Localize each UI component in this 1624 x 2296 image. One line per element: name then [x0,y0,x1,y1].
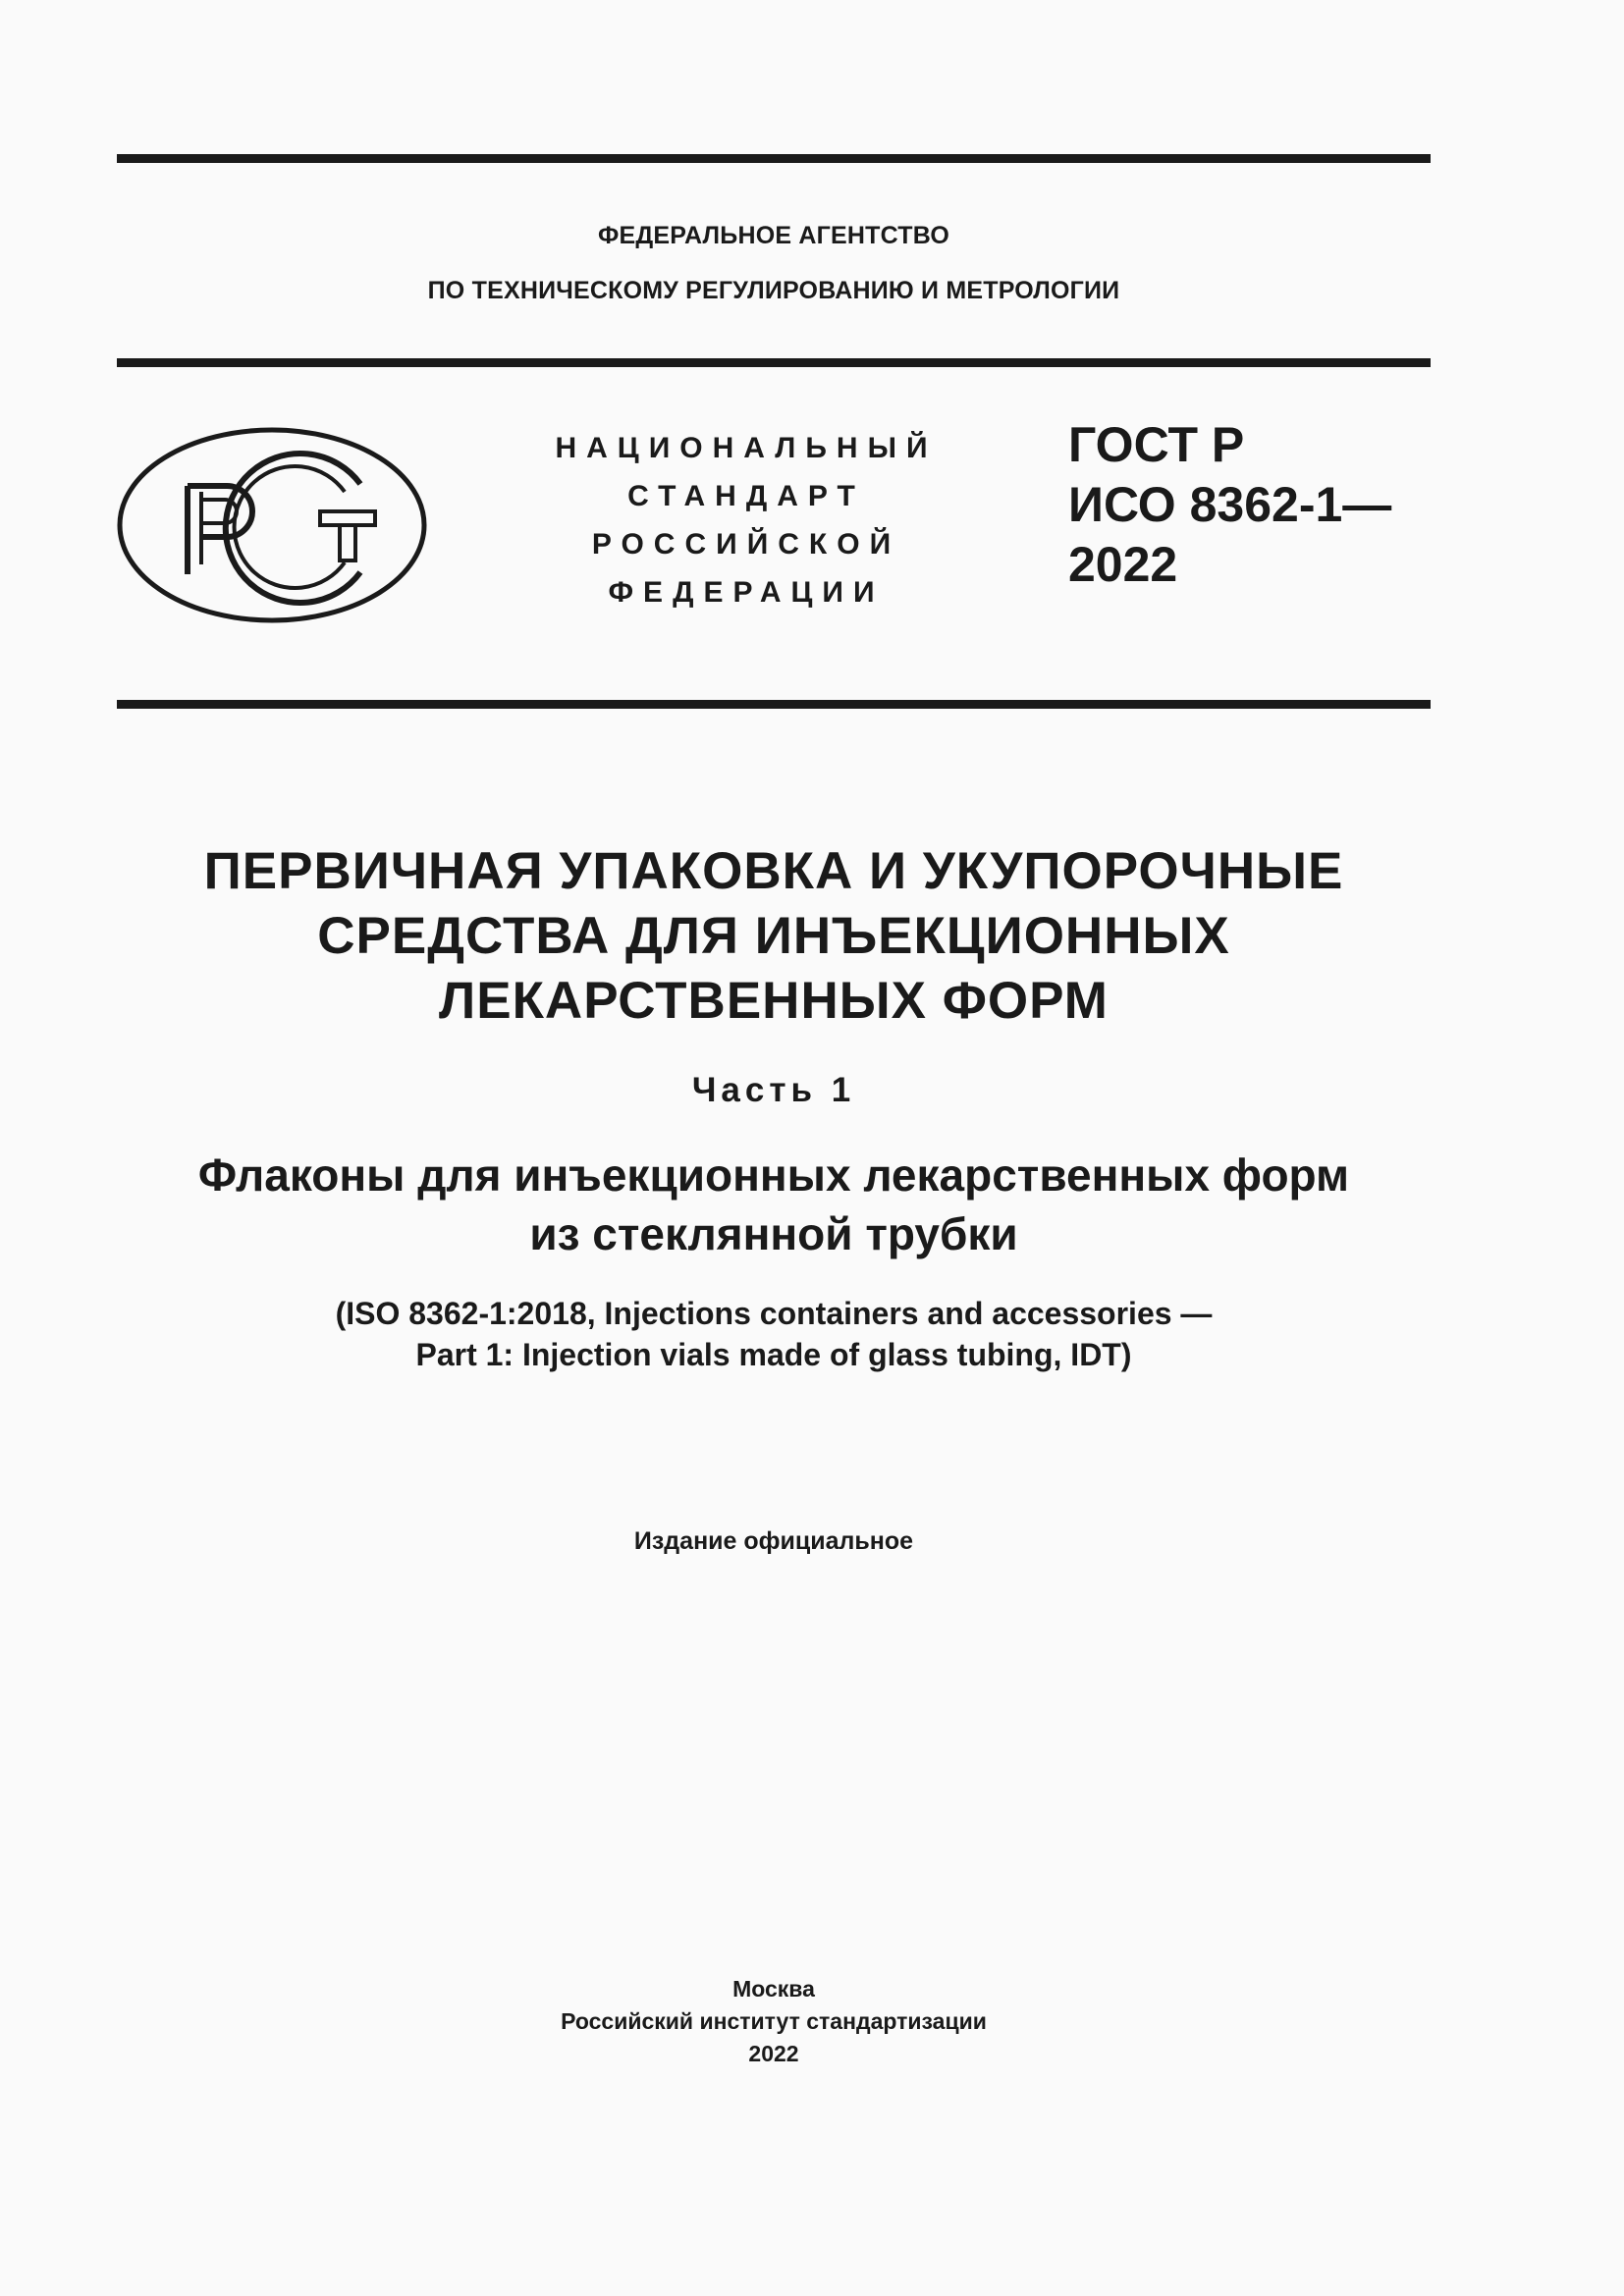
national-standard-label [511,424,982,616]
publisher-imprint [117,1973,1431,2070]
subtitle-line-1: Флаконы для инъекционных лекарственных форм [197,1149,1350,1201]
document-subtitle [117,1146,1431,1263]
iso-line-2: Part 1: Injection vials made of glass tubing, IDT) [415,1337,1132,1372]
rst-logo-icon [117,427,427,623]
agency-line-2: ПО ТЕХНИЧЕСКОМУ РЕГУЛИРОВАНИЮ И МЕТРОЛОГИИ [427,277,1120,304]
standard-designation [1068,415,1391,595]
edition-label: Издание официальное [633,1527,914,1555]
top-rule [117,154,1431,163]
document-title [117,839,1431,1034]
agency-rule [117,358,1431,367]
imprint-year: 2022 [748,2041,799,2066]
iso-line-1: (ISO 8362-1:2018, Injections containers and accessories — [335,1296,1213,1331]
designation-line-2: ИСО 8362-1— [1068,477,1392,532]
header-rule [117,700,1431,709]
rst-gost-logo [117,427,427,623]
subtitle-line-2: из стеклянной трубки [529,1208,1018,1259]
national-line-1: НАЦИОНАЛЬНЫЙ [555,432,938,464]
national-line-3: РОССИЙСКОЙ [591,528,901,561]
designation-line-3: 2022 [1068,537,1178,592]
agency-line-1: ФЕДЕРАЛЬНОЕ АГЕНТСТВО [598,222,949,249]
title-line-3: ЛЕКАРСТВЕННЫХ ФОРМ [439,972,1109,1030]
designation-line-1: ГОСТ Р [1068,417,1245,472]
title-line-1: ПЕРВИЧНАЯ УПАКОВКА И УКУПОРОЧНЫЕ [203,842,1344,900]
part-label: Часть 1 [691,1071,856,1109]
iso-reference [117,1293,1431,1375]
imprint-city: Москва [732,1976,815,2002]
imprint-publisher: Российский институт стандартизации [561,2008,987,2034]
national-line-4: ФЕДЕРАЦИИ [608,576,885,609]
national-line-2: СТАНДАРТ [627,480,865,512]
title-line-2: СРЕДСТВА ДЛЯ ИНЪЕКЦИОННЫХ [317,907,1230,965]
